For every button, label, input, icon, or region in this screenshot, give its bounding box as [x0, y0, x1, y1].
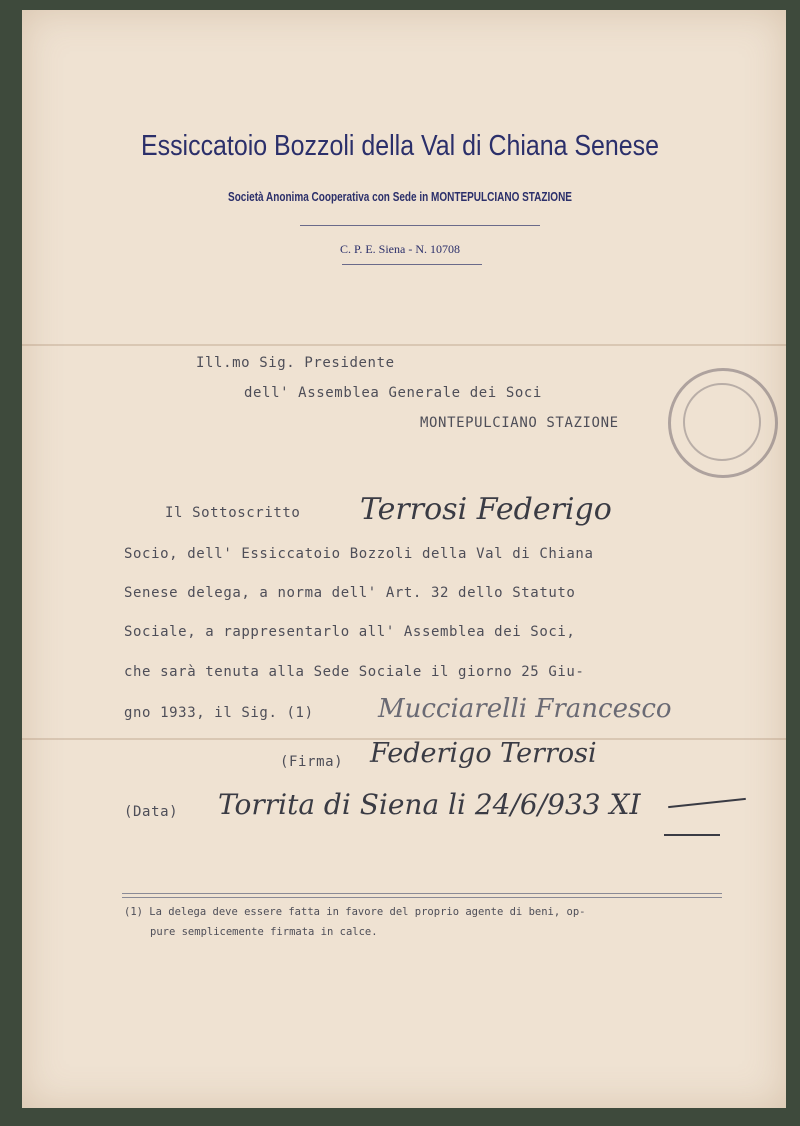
- signer-handwritten: Terrosi Federigo: [360, 492, 612, 527]
- data-label: (Data): [124, 804, 179, 820]
- footnote-divider: [122, 897, 722, 898]
- address-line-2: dell' Assemblea Generale dei Soci: [244, 385, 542, 401]
- body-line-2: Senese delega, a norma dell' Art. 32 dello Statuto: [124, 585, 576, 601]
- address-line-1: Ill.mo Sig. Presidente: [196, 355, 395, 371]
- footnote-line-2: pure semplicemente firmata in calce.: [150, 926, 378, 938]
- body-line-3: Sociale, a rappresentarlo all' Assemblea dei Soci,: [124, 624, 576, 640]
- body-line-1: Socio, dell' Essiccatoio Bozzoli della Val di Chiana: [124, 546, 594, 562]
- body-line-4: che sarà tenuta alla Sede Sociale il giorno 25 Giu-: [124, 664, 585, 680]
- intro-text: Il Sottoscritto: [165, 505, 301, 521]
- firma-label: (Firma): [280, 754, 344, 770]
- firma-handwritten: Federigo Terrosi: [370, 738, 597, 769]
- fold-line: [22, 344, 786, 346]
- registration-underline: [342, 264, 482, 265]
- era-underline: [664, 834, 720, 836]
- body-line-5: gno 1933, il Sig. (1): [124, 705, 314, 721]
- footnote-line-1: (1) La delega deve essere fatta in favore del proprio agente di beni, op-: [124, 906, 586, 918]
- letterhead-title: Essiccatoio Bozzoli della Val di Chiana Senese: [140, 130, 660, 162]
- letterhead-registration: C. P. E. Siena - N. 10708: [340, 242, 460, 256]
- data-handwritten: Torrita di Siena li 24/6/933 XI: [218, 788, 641, 821]
- delegate-handwritten: Mucciarelli Francesco: [378, 694, 672, 724]
- letterhead-subtitle: Società Anonima Cooperativa con Sede in MONTEPULCIANO STAZIONE: [228, 190, 572, 204]
- address-line-3: MONTEPULCIANO STAZIONE: [420, 415, 619, 431]
- postal-stamp: [668, 368, 778, 478]
- letterhead-divider: [300, 225, 540, 226]
- footnote-divider: [122, 893, 722, 894]
